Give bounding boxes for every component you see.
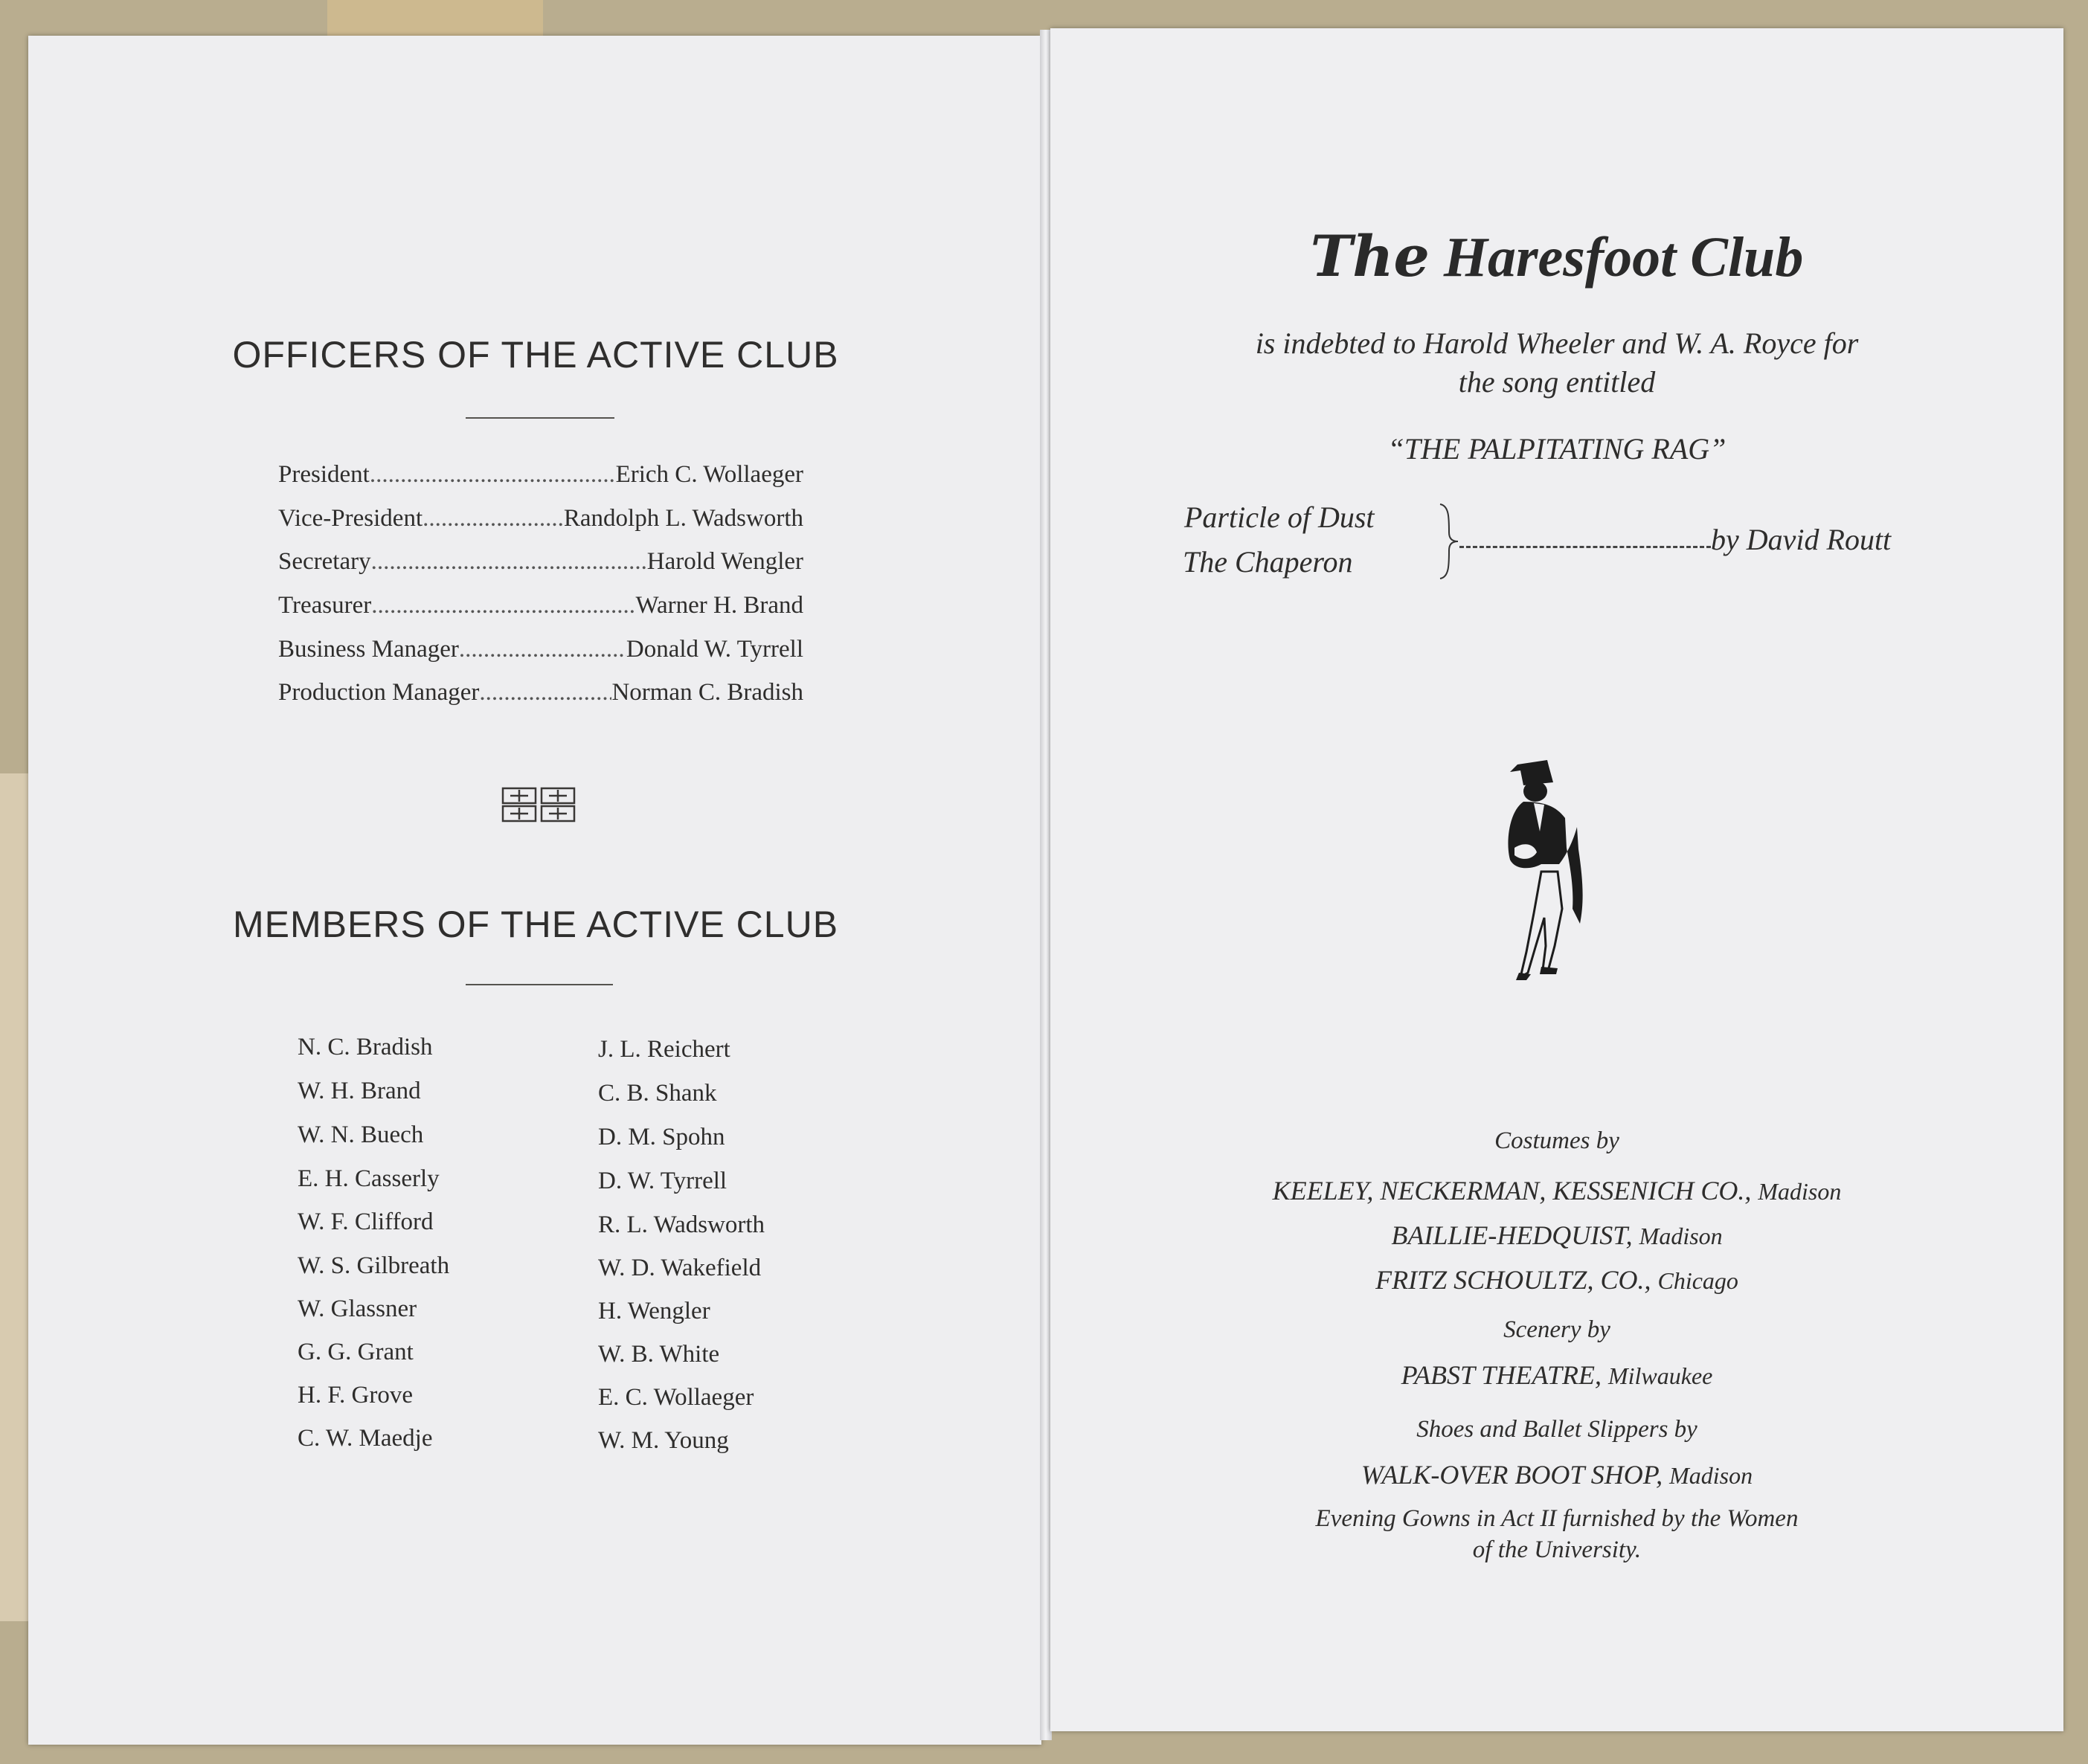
song-name: The Chaperon [1183,545,1353,579]
officer-row-secretary [278,548,803,591]
officer-title: President [278,461,370,488]
songs-author: by David Routt [1711,523,1892,556]
costumes-label: Costumes by [1494,1127,1619,1154]
officer-name: Donald W. Tyrrell [626,636,803,663]
club-title-the: The [1310,223,1430,289]
member-name: D. W. Tyrrell [598,1168,727,1194]
indebted-line-1: is indebted to Harold Wheeler and W. A. Royce for [1255,326,1859,360]
leader-dots [423,505,564,532]
leader-dots [371,592,635,619]
top-hat-gentleman-icon [1501,760,1602,983]
gowns-line-2: of the University. [1472,1536,1642,1563]
officers-heading: OFFICERS OF THE ACTIVE CLUB [232,334,839,376]
costume-firm-3 [1050,1264,2063,1295]
club-title [1050,223,2063,290]
officer-title: Secretary [278,548,371,575]
brace-icon [1437,503,1459,580]
member-name: G. G. Grant [298,1339,414,1365]
song-name: Particle of Dust [1184,500,1375,534]
member-name: W. B. White [598,1341,720,1368]
shoes-label: Shoes and Ballet Slippers by [1416,1416,1697,1443]
officer-title: Vice-President [278,505,423,532]
costume-firm-2-name: BAILLIE-HEDQUIST, [1391,1220,1633,1250]
member-name: W. N. Buech [298,1121,424,1148]
scenery-firm-name: PABST THEATRE, [1401,1360,1602,1390]
shoes-firm-name: WALK-OVER BOOT SHOP, [1361,1460,1663,1490]
leader-dots [371,548,647,576]
member-name: C. B. Shank [598,1080,717,1107]
members-divider [466,984,613,985]
officer-row-treasurer [278,592,803,635]
leader-dots [370,461,616,489]
scenery-label: Scenery by [1503,1316,1610,1343]
member-name: W. Glassner [298,1295,417,1322]
member-name: E. C. Wollaeger [598,1384,754,1411]
officer-name: Harold Wengler [646,548,803,575]
costume-firm-1-name: KEELEY, NECKERMAN, KESSENICH CO., [1272,1176,1752,1205]
costume-firm-2-city: Madison [1639,1223,1723,1249]
paper-scrap-top [327,0,543,36]
leader-dots [479,679,611,706]
leader-dots [459,636,626,663]
member-name: W. M. Young [598,1427,729,1454]
officer-title: Production Manager [278,679,480,706]
officer-name: Erich C. Wollaeger [615,461,803,488]
officer-row-business-manager [278,636,803,679]
member-name: H. F. Grove [298,1382,414,1409]
member-name: J. L. Reichert [598,1036,730,1063]
member-name: W. H. Brand [298,1078,421,1104]
scenery-firm [1050,1359,2063,1391]
dash-leader [1459,546,1711,548]
scenery-firm-city: Milwaukee [1607,1362,1713,1389]
gowns-line-1: Evening Gowns in Act II furnished by the Women [1315,1505,1799,1532]
member-name: C. W. Maedje [298,1425,433,1452]
paper-scrap-left [0,773,28,1621]
member-name: W. S. Gilbreath [298,1252,450,1279]
member-name: E. H. Casserly [298,1165,440,1192]
member-name: W. D. Wakefield [598,1255,762,1281]
costume-firm-1-city: Madison [1758,1178,1842,1205]
member-name: H. Wengler [598,1298,710,1324]
left-page [28,36,1041,1745]
officer-name: Norman C. Bradish [611,679,803,706]
officer-row-president [278,461,803,504]
member-name: N. C. Bradish [298,1034,433,1060]
indebted-line-2: the song entitled [1458,365,1656,399]
member-name: R. L. Wadsworth [598,1211,765,1238]
officer-name: Randolph L. Wadsworth [563,505,803,532]
club-title-rest: Haresfoot Club [1443,226,1804,289]
costume-firm-1 [1050,1175,2063,1206]
officer-title: Business Manager [278,636,459,663]
member-name: D. M. Spohn [598,1124,725,1150]
officer-title: Treasurer [278,592,372,619]
members-heading: MEMBERS OF THE ACTIVE CLUB [232,904,839,945]
officer-name: Warner H. Brand [635,592,803,619]
shoes-firm [1050,1459,2063,1490]
costume-firm-3-city: Chicago [1657,1267,1738,1294]
costume-firm-3-name: FRITZ SCHOULTZ, CO., [1375,1265,1651,1295]
shoes-firm-city: Madison [1669,1462,1753,1489]
member-name: W. F. Clifford [298,1208,434,1235]
ornament-divider-icon [500,785,577,824]
officer-row-production-manager [278,679,803,722]
officers-divider [466,417,614,419]
costume-firm-2 [1050,1220,2063,1251]
officer-row-vice-president [278,505,803,548]
song-title: “THE PALPITATING RAG” [1387,432,1726,466]
